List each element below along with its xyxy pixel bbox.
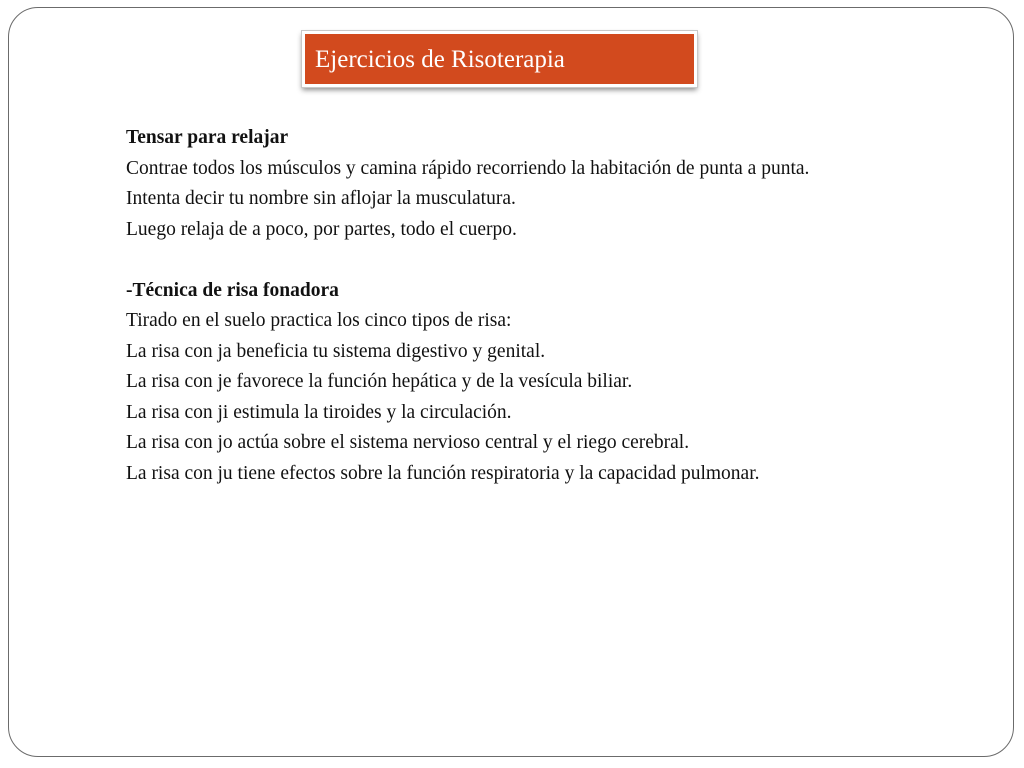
paragraph-gap	[126, 245, 916, 276]
body-line: Contrae todos los músculos y camina rápido recorriendo la habitación de punta a punta.	[126, 157, 810, 179]
body-line: La risa con je favorece la función hepática y de la vesícula biliar.	[126, 371, 633, 392]
section-heading-risa-fonadora: -Técnica de risa fonadora	[126, 279, 339, 301]
body-line: Luego relaja de a poco, por partes, todo el cuerpo.	[126, 218, 517, 240]
body-line: La risa con ju tiene efectos sobre la función respiratoria y la capacidad pulmonar.	[126, 462, 760, 484]
body-line: Intenta decir tu nombre sin aflojar la musculatura.	[126, 188, 516, 209]
slide-body	[126, 123, 916, 489]
body-line: La risa con ji estimula la tiroides y la circulación.	[126, 401, 512, 423]
slide-title: Ejercicios de Risoterapia	[315, 45, 565, 73]
body-line: La risa con ja beneficia tu sistema digestivo y genital.	[126, 340, 546, 362]
title-banner	[302, 31, 697, 87]
section-heading-tensar: Tensar para relajar	[126, 127, 289, 148]
body-line: Tirado en el suelo practica los cinco tipos de risa:	[126, 310, 512, 331]
body-line: La risa con jo actúa sobre el sistema nervioso central y el riego cerebral.	[126, 432, 690, 453]
